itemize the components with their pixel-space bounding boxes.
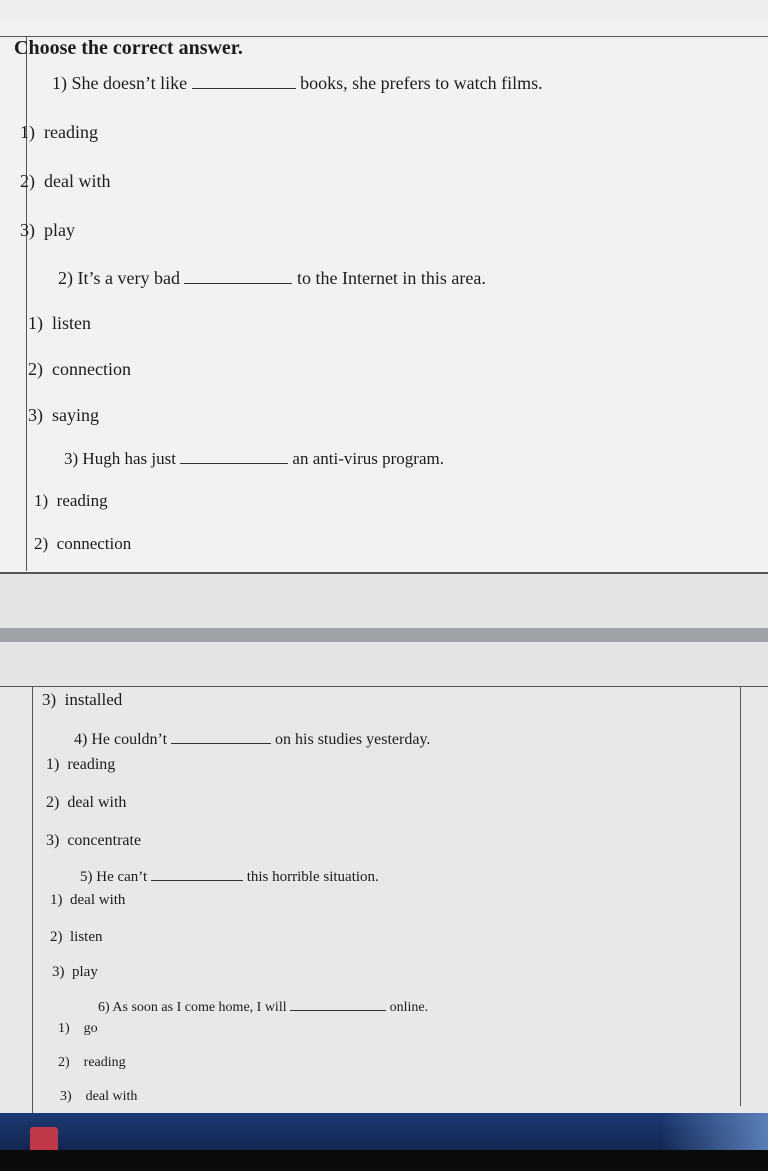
answer-blank[interactable] xyxy=(180,463,288,464)
page-separator-band xyxy=(0,628,768,642)
page-gap xyxy=(0,574,768,686)
table-top-border xyxy=(0,686,768,687)
option-6-2[interactable]: 2) reading xyxy=(58,1055,126,1070)
question-text-before: She doesn’t like xyxy=(71,73,188,93)
question-text-before: As soon as I come home, I will xyxy=(112,1000,287,1015)
option-1-2[interactable]: 2) deal with xyxy=(20,171,111,191)
question-number: 4) xyxy=(74,731,88,748)
option-3-1[interactable]: 1) reading xyxy=(34,491,108,510)
question-3 xyxy=(64,449,444,469)
answer-blank[interactable] xyxy=(290,1010,386,1011)
answer-blank[interactable] xyxy=(151,880,243,881)
option-5-3[interactable]: 3) play xyxy=(52,964,98,980)
option-4-3[interactable]: 3) concentrate xyxy=(46,832,142,849)
question-text-after: an anti-virus program. xyxy=(292,449,444,468)
option-3-3[interactable]: 3) installed xyxy=(42,690,123,709)
table-right-border xyxy=(740,686,741,1106)
option-1-1[interactable]: 1) reading xyxy=(20,122,98,142)
question-text-after: online. xyxy=(389,1000,429,1015)
option-2-2[interactable]: 2) connection xyxy=(28,359,131,379)
answer-blank[interactable] xyxy=(192,88,296,89)
taskbar-glow xyxy=(660,1113,768,1153)
question-2 xyxy=(58,268,486,289)
option-3-2[interactable]: 2) connection xyxy=(34,534,132,553)
answer-blank[interactable] xyxy=(184,283,292,284)
option-1-3[interactable]: 3) play xyxy=(20,220,75,240)
page-title: Choose the correct answer. xyxy=(14,37,243,59)
table-left-border xyxy=(26,36,27,571)
question-text-after: on his studies yesterday. xyxy=(275,731,431,748)
question-text-before: It’s a very bad xyxy=(77,268,180,288)
question-number: 3) xyxy=(64,449,79,468)
table-left-border xyxy=(32,686,33,1116)
question-text-after: to the Internet in this area. xyxy=(296,268,486,288)
screen-bezel xyxy=(0,1150,768,1171)
previous-page-strip xyxy=(0,0,768,23)
question-text-after: this horrible situation. xyxy=(246,869,379,885)
question-number: 6) xyxy=(98,1000,110,1015)
option-2-3[interactable]: 3) saying xyxy=(28,405,99,425)
option-4-2[interactable]: 2) deal with xyxy=(46,794,127,811)
question-number: 5) xyxy=(80,869,93,885)
answer-blank[interactable] xyxy=(171,743,271,744)
option-2-1[interactable]: 1) listen xyxy=(28,313,91,333)
option-5-2[interactable]: 2) listen xyxy=(50,929,103,945)
question-number: 1) xyxy=(52,73,67,93)
option-4-1[interactable]: 1) reading xyxy=(46,756,116,773)
option-5-1[interactable]: 1) deal with xyxy=(50,892,126,908)
question-6 xyxy=(98,1000,428,1016)
question-4 xyxy=(74,731,430,749)
worksheet-page-1 xyxy=(0,22,768,574)
question-5 xyxy=(80,869,379,886)
question-text-after: books, she prefers to watch films. xyxy=(300,73,543,93)
option-6-1[interactable]: 1) go xyxy=(58,1021,98,1036)
question-text-before: He couldn’t xyxy=(91,731,168,748)
question-1 xyxy=(52,73,543,94)
question-text-before: Hugh has just xyxy=(82,449,176,468)
question-text-before: He can’t xyxy=(96,869,148,885)
question-number: 2) xyxy=(58,268,73,288)
option-6-3[interactable]: 3) deal with xyxy=(60,1089,138,1104)
